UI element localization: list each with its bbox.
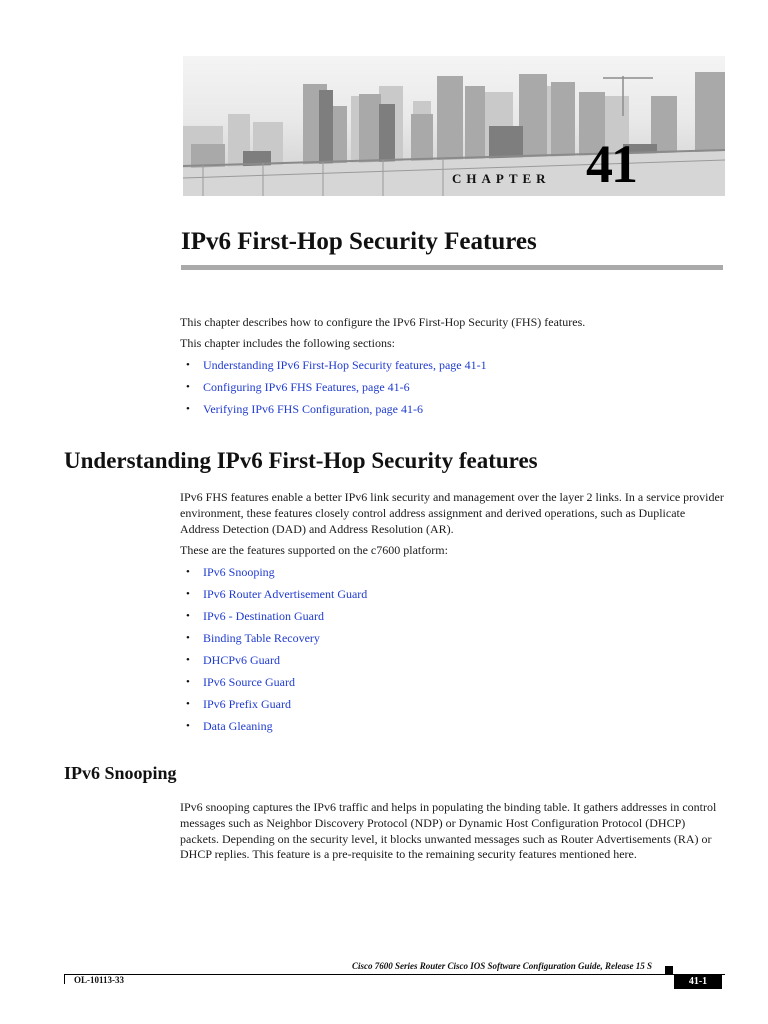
bullet-icon: • [186, 359, 190, 371]
bullet-icon: • [186, 403, 190, 415]
link-source-guard[interactable]: IPv6 Source Guard [203, 675, 295, 689]
section-heading-ipv6-snooping: IPv6 Snooping [64, 763, 177, 783]
link-ipv6-snooping[interactable]: IPv6 Snooping [203, 565, 275, 579]
bullet-icon: • [186, 381, 190, 393]
intro-paragraph: This chapter describes how to configure the IPv6 First-Hop Security (FHS) features. [180, 315, 586, 329]
bullet-icon: • [186, 654, 190, 666]
link-verifying-fhs[interactable]: Verifying IPv6 FHS Configuration, page 41-6 [203, 402, 423, 416]
footer-rule [64, 974, 725, 975]
bullet-icon: • [186, 566, 190, 578]
link-ra-guard[interactable]: IPv6 Router Advertisement Guard [203, 587, 368, 601]
link-destination-guard[interactable]: IPv6 - Destination Guard [203, 609, 324, 623]
chapter-label: CHAPTER [452, 171, 551, 186]
bullet-icon: • [186, 676, 190, 688]
section-heading-understanding: Understanding IPv6 First-Hop Security features [64, 448, 538, 473]
bullet-icon: • [186, 588, 190, 600]
intro-sections-lead: This chapter includes the following sections: [180, 336, 395, 350]
chapter-number: 41 [586, 134, 636, 194]
chapter-title: IPv6 First-Hop Security Features [181, 228, 537, 255]
bullet-icon: • [186, 698, 190, 710]
bullet-icon: • [186, 720, 190, 732]
link-understanding-fhs[interactable]: Understanding IPv6 First-Hop Security features, page 41-1 [203, 358, 487, 372]
title-rule [181, 265, 723, 270]
bullet-icon: • [186, 610, 190, 622]
link-data-gleaning[interactable]: Data Gleaning [203, 719, 273, 733]
section1-features-lead: These are the features supported on the c7600 platform: [180, 543, 448, 557]
link-binding-table-recovery[interactable]: Binding Table Recovery [203, 631, 320, 645]
section2-paragraph: IPv6 snooping captures the IPv6 traffic and helps in populating the binding table. It gathers addresses in control messages such as Neighbor Discovery Protocol (NDP) or Dynamic Host Configuration Protocol (DHCP) packets. Depending on the security level, it blocks unwanted messages such as Router Advertisements (RA) or DHCP replies. This feature is a pre-requisite to the remaining security features mentioned here. [180, 800, 717, 862]
footer-doc-number: OL-10113-33 [74, 975, 125, 985]
footer-guide-title: Cisco 7600 Series Router Cisco IOS Software Configuration Guide, Release 15 S [351, 961, 652, 971]
bullet-icon: • [186, 632, 190, 644]
link-prefix-guard[interactable]: IPv6 Prefix Guard [203, 697, 291, 711]
section1-paragraph: IPv6 FHS features enable a better IPv6 link security and management over the layer 2 links. In a service provider environment, these features closely control address assignment and derived operations, such as Duplicate Address Detection (DAD) and Address Resolution (AR). [180, 490, 724, 536]
footer-page-number: 41-1 [674, 974, 722, 989]
footer-tick [64, 974, 65, 984]
link-dhcpv6-guard[interactable]: DHCPv6 Guard [203, 653, 280, 667]
footer-marker [665, 966, 673, 974]
link-configuring-fhs[interactable]: Configuring IPv6 FHS Features, page 41-6 [203, 380, 410, 394]
